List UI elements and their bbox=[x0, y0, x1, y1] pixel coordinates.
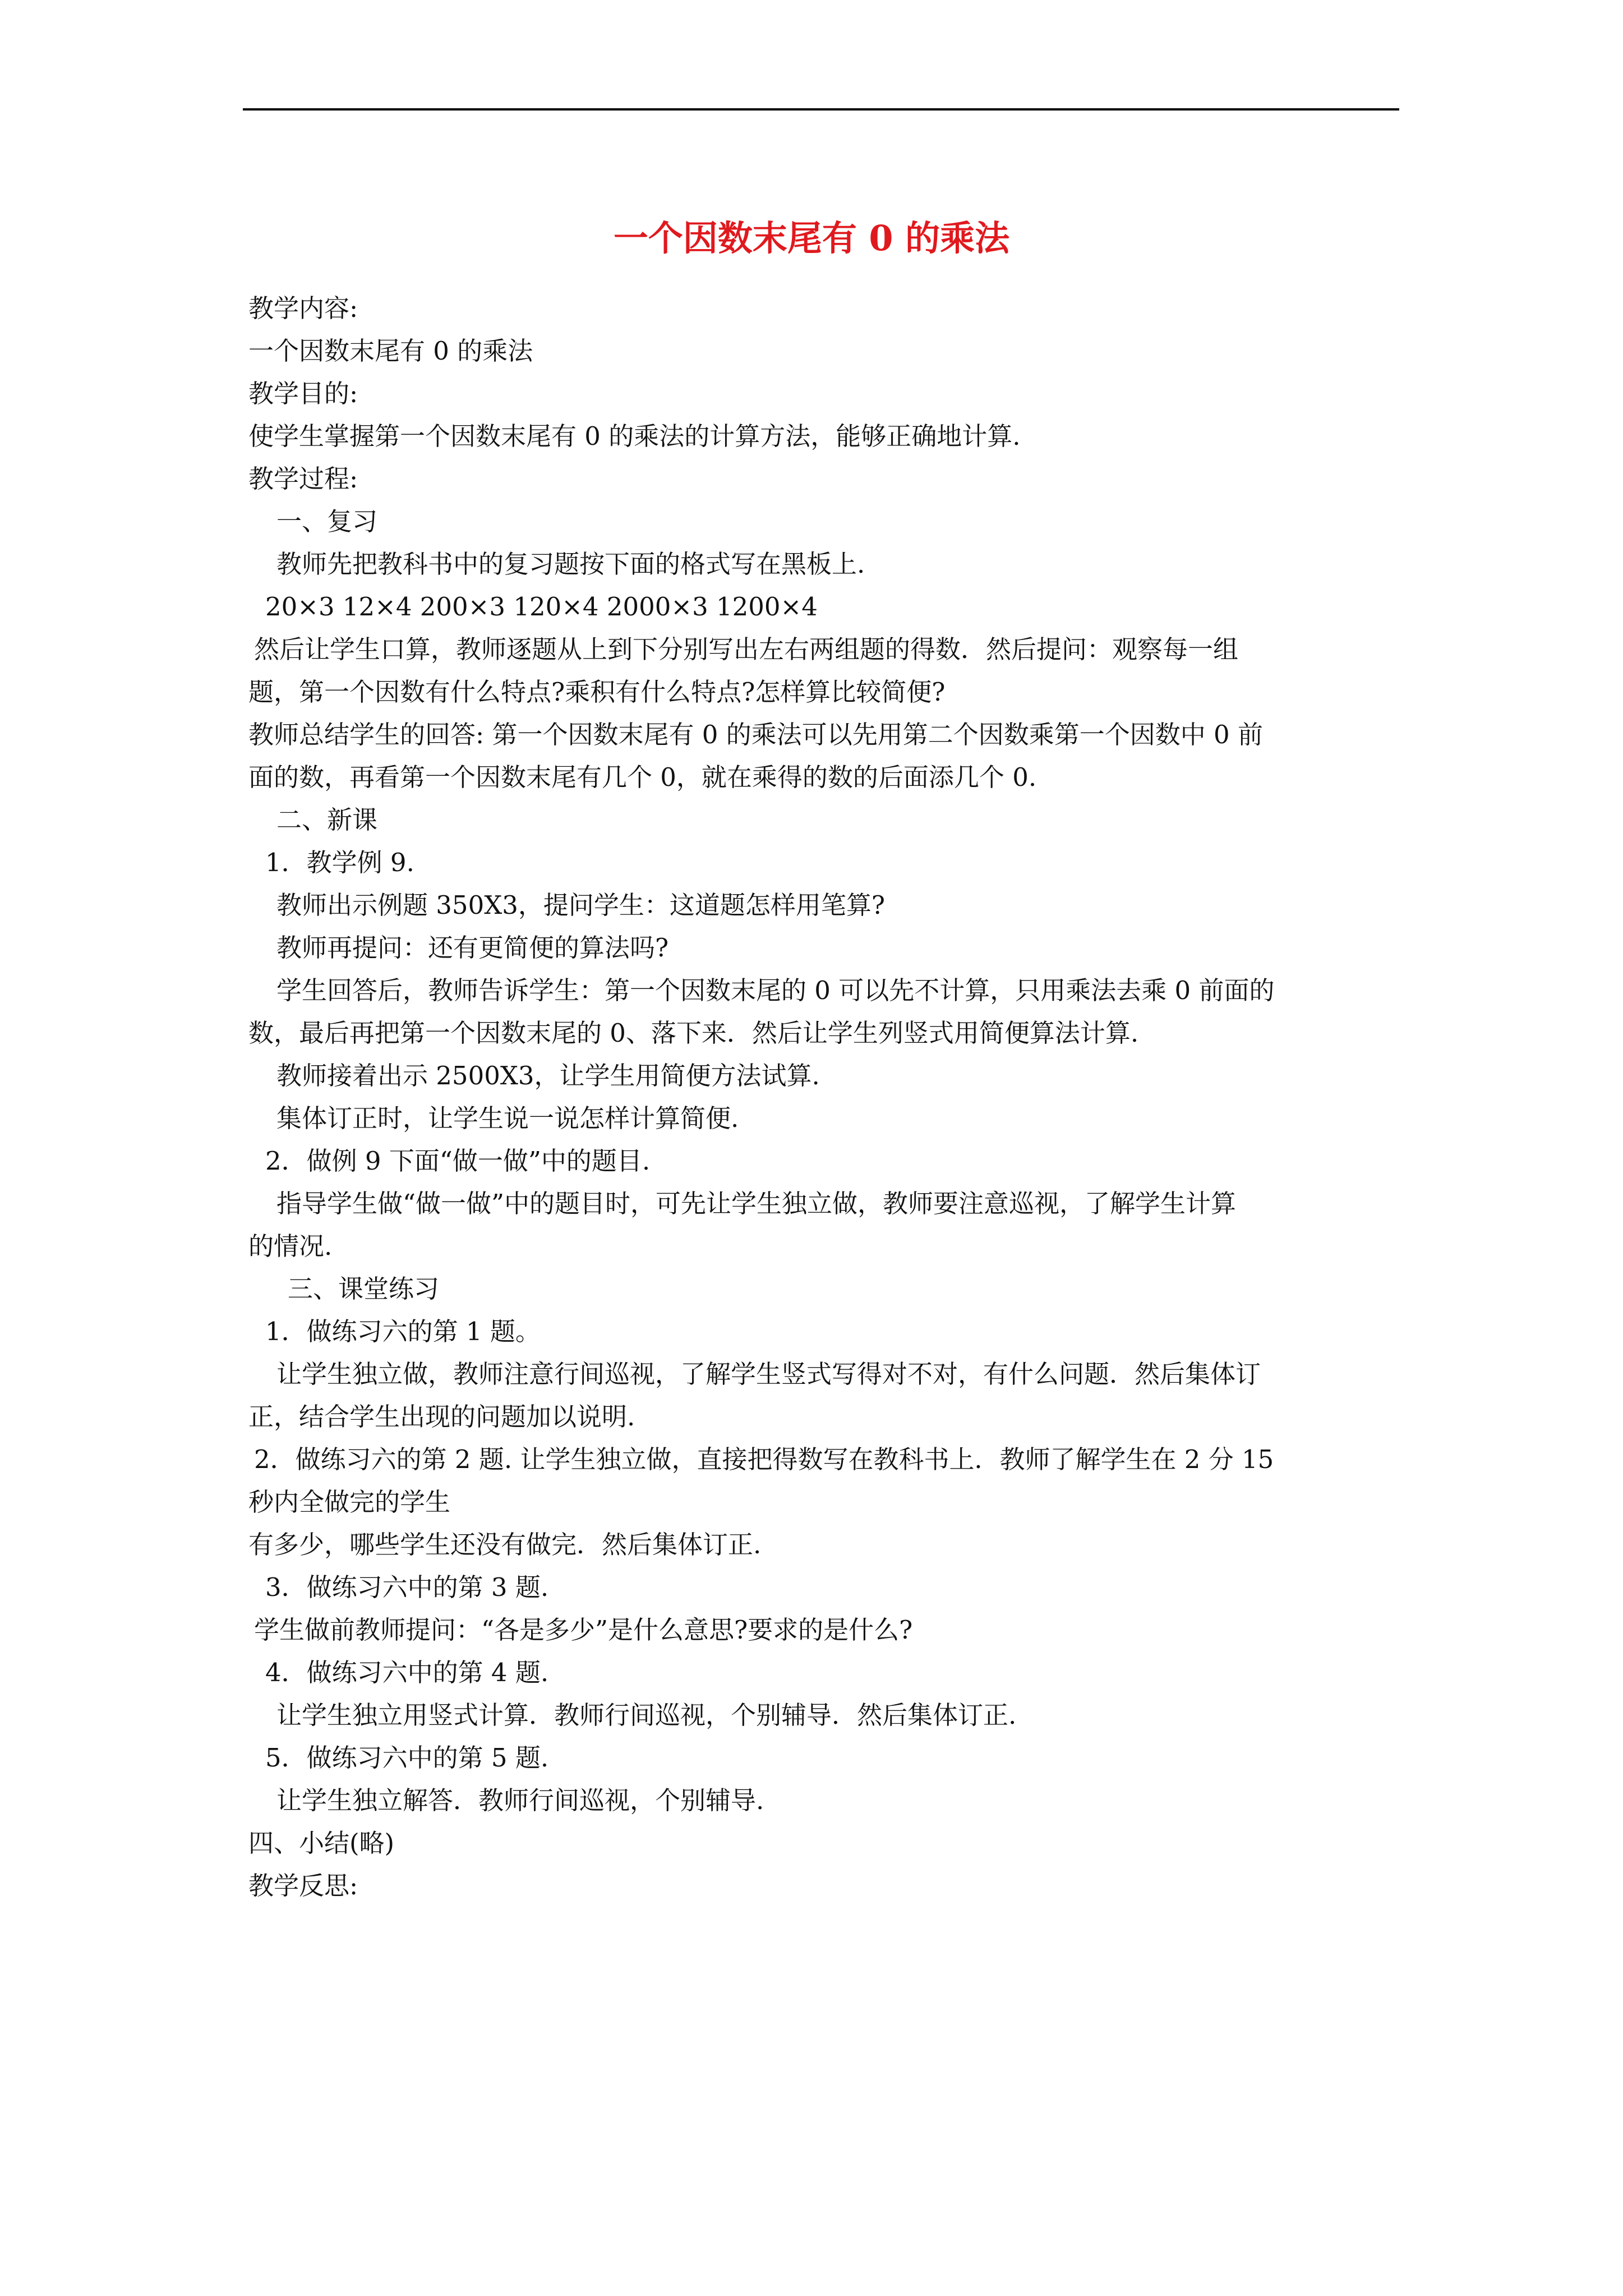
paragraph-line: 然后让学生口算，教师逐题从上到下分别写出左右两组题的得数．然后提问：观察每一组 bbox=[254, 634, 1239, 664]
paragraph-line: 指导学生做“做一做”中的题目时，可先让学生独立做，教师要注意巡视，了解学生计算 bbox=[276, 1189, 1237, 1218]
paragraph-line: 教师接着出示 2500X3，让学生用简便方法试算. bbox=[276, 1061, 820, 1091]
heading-new-lesson: 二、新课 bbox=[276, 805, 378, 835]
paragraph-line: 教师总结学生的回答: 第一个因数末尾有 0 的乘法可以先用第二个因数乘第一个因数中 0 前 bbox=[248, 720, 1263, 749]
paragraph-line: 让学生独立用竖式计算．教师行间巡视，个别辅导．然后集体订正. bbox=[276, 1700, 1017, 1730]
paragraph-line: 教师出示例题 350X3，提问学生：这道题怎样用笔算? bbox=[276, 890, 885, 920]
paragraph-line: 学生回答后，教师告诉学生：第一个因数末尾的 0 可以先不计算，只用乘法去乘 0 前面的 bbox=[276, 976, 1275, 1005]
section-label-reflection: 教学反思: bbox=[248, 1871, 358, 1901]
document-body bbox=[248, 287, 1404, 1907]
paragraph-line: 秒内全做完的学生 bbox=[248, 1487, 451, 1517]
list-item: 1．教学例 9. bbox=[265, 848, 414, 877]
content-text: 一个因数末尾有 0 的乘法 bbox=[248, 336, 533, 366]
list-item: 1．做练习六的第 1 题。 bbox=[265, 1317, 541, 1346]
paragraph-line: 有多少，哪些学生还没有做完．然后集体订正. bbox=[248, 1530, 762, 1559]
list-item: 5．做练习六中的第 5 题. bbox=[265, 1743, 549, 1773]
paragraph-line: 教师先把教科书中的复习题按下面的格式写在黑板上. bbox=[276, 549, 865, 579]
document-title: 一个因数末尾有 0 的乘法 bbox=[613, 218, 1010, 259]
header-rule bbox=[243, 108, 1399, 111]
objective-text: 使学生掌握第一个因数末尾有 0 的乘法的计算方法，能够正确地计算. bbox=[248, 421, 1021, 451]
section-label-objective: 教学目的: bbox=[248, 379, 358, 408]
paragraph-line: 正，结合学生出现的问题加以说明. bbox=[248, 1402, 635, 1432]
section-label-process: 教学过程: bbox=[248, 464, 358, 494]
paragraph-line: 题，第一个因数有什么特点?乘积有什么特点?怎样算比较简便? bbox=[248, 677, 946, 707]
list-item: 3．做练习六中的第 3 题. bbox=[265, 1572, 549, 1602]
paragraph-line: 的情况. bbox=[248, 1231, 333, 1261]
heading-class-practice: 三、课堂练习 bbox=[288, 1274, 440, 1304]
exercise-list: 20×3 12×4 200×3 120×4 2000×3 1200×4 bbox=[265, 592, 818, 622]
list-item: 2．做练习六的第 2 题. 让学生独立做，直接把得数写在教科书上．教师了解学生在 2 分 15 bbox=[254, 1444, 1274, 1474]
heading-summary: 四、小结(略) bbox=[248, 1828, 395, 1858]
list-item: 2．做例 9 下面“做一做”中的题目. bbox=[265, 1146, 651, 1176]
paragraph-line: 学生做前教师提问：“各是多少”是什么意思?要求的是什么? bbox=[254, 1615, 913, 1645]
paragraph-line: 让学生独立做，教师注意行间巡视，了解学生竖式写得对不对，有什么问题．然后集体订 bbox=[276, 1359, 1261, 1389]
section-label-content: 教学内容: bbox=[248, 293, 358, 323]
paragraph-line: 让学生独立解答．教师行间巡视，个别辅导. bbox=[276, 1786, 764, 1815]
heading-review: 一、复习 bbox=[276, 507, 378, 536]
paragraph-line: 面的数，再看第一个因数末尾有几个 0，就在乘得的数的后面添几个 0. bbox=[248, 762, 1037, 792]
paragraph-line: 集体订正时，让学生说一说怎样计算简便. bbox=[276, 1103, 739, 1133]
list-item: 4．做练习六中的第 4 题. bbox=[265, 1658, 549, 1687]
paragraph-line: 数，最后再把第一个因数末尾的 0、落下来．然后让学生列竖式用简便算法计算. bbox=[248, 1018, 1139, 1048]
paragraph-line: 教师再提问：还有更简便的算法吗? bbox=[276, 933, 669, 963]
